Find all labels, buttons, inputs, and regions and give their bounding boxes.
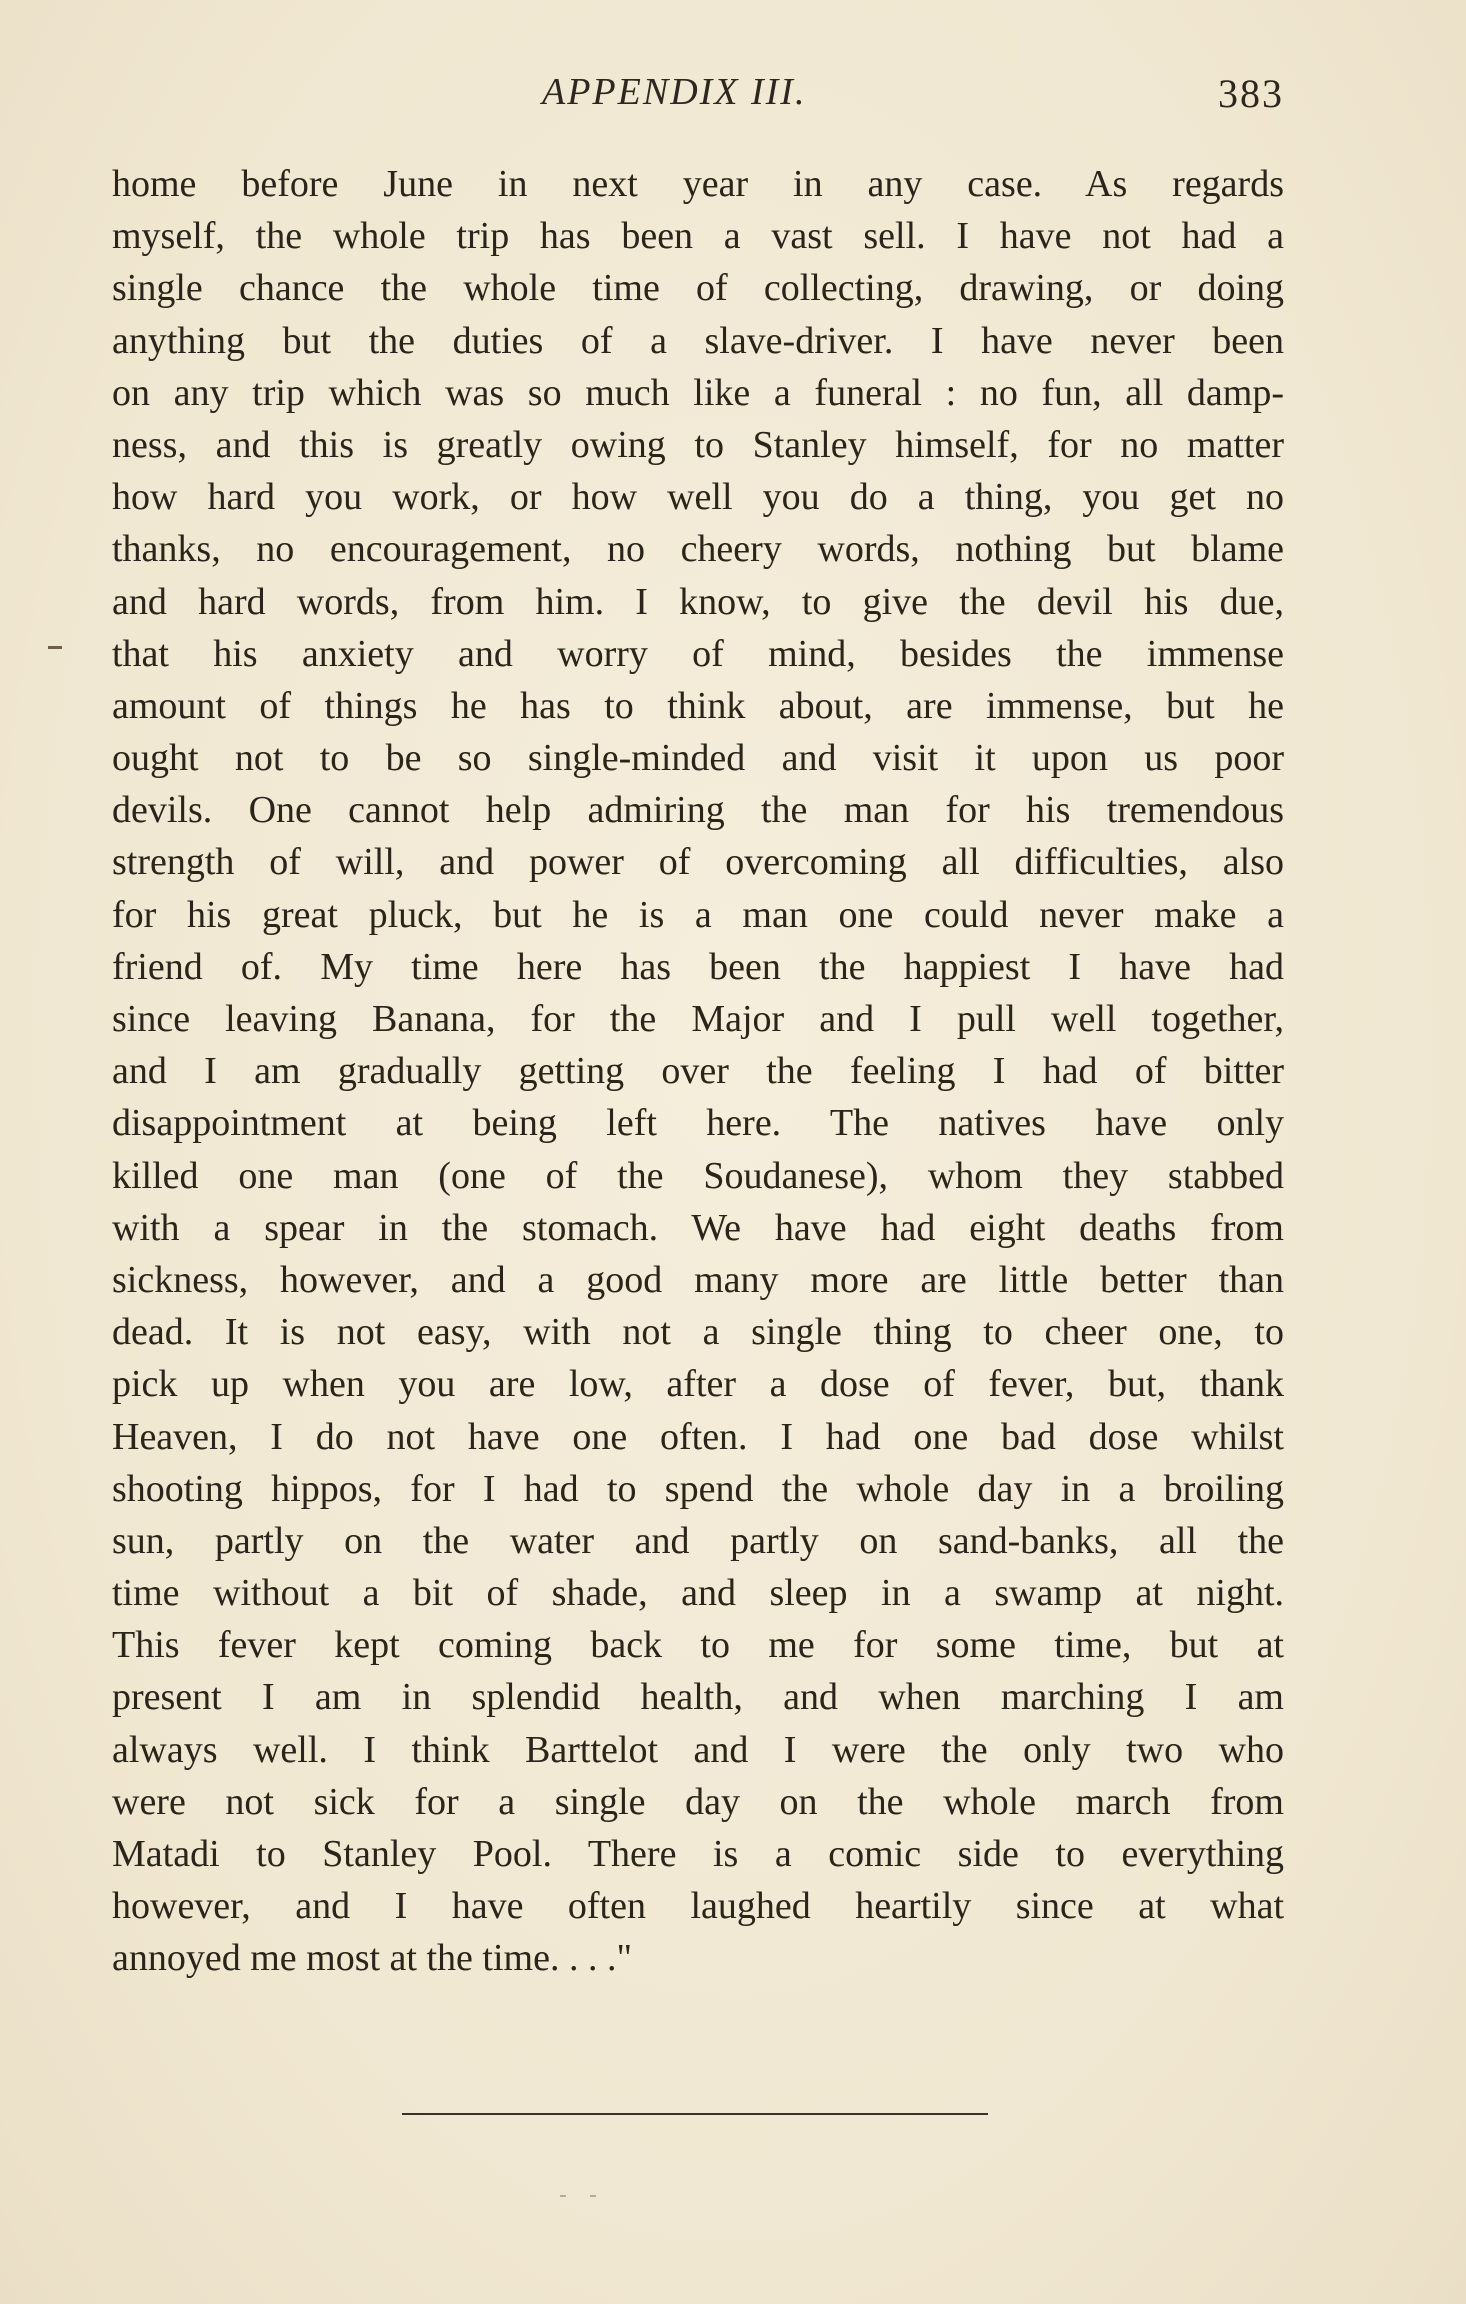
text-line: single chance the whole time of collecting, drawing, or doing	[112, 267, 1284, 310]
text-line: anything but the duties of a slave-driver. I have never been	[112, 319, 1284, 362]
text-line: time without a bit of shade, and sleep in a swamp at night.	[112, 1572, 1284, 1615]
text-line: disappointment at being left here. The natives have only	[112, 1102, 1284, 1145]
text-line: sun, partly on the water and partly on sand-banks, all the	[112, 1519, 1284, 1562]
margin-mark	[48, 646, 62, 649]
text-line: dead. It is not easy, with not a single thing to cheer one, to	[112, 1311, 1284, 1354]
text-line: thanks, no encouragement, no cheery words, nothing but blame	[112, 528, 1284, 571]
text-line: friend of. My time here has been the happiest I have had	[112, 945, 1284, 988]
text-line: pick up when you are low, after a dose of fever, but, thank	[112, 1363, 1284, 1406]
text-line: for his great pluck, but he is a man one could never make a	[112, 893, 1284, 936]
paper-specks	[560, 2195, 620, 2199]
text-line: and I am gradually getting over the feeling I had of bitter	[112, 1050, 1284, 1093]
text-line: ought not to be so single-minded and visit it upon us poor	[112, 737, 1284, 780]
text-line: strength of will, and power of overcoming all difficulties, also	[112, 841, 1284, 884]
text-line: present I am in splendid health, and when marching I am	[112, 1676, 1284, 1719]
body-text	[112, 158, 1284, 1985]
text-line: Heaven, I do not have one often. I had one bad dose whilst	[112, 1415, 1284, 1458]
text-line: always well. I think Barttelot and I were the only two who	[112, 1728, 1284, 1771]
running-head	[112, 70, 1284, 120]
text-line: with a spear in the stomach. We have had eight deaths from	[112, 1206, 1284, 1249]
text-line: on any trip which was so much like a funeral : no fun, all damp-	[112, 371, 1284, 414]
text-line-final: annoyed me most at the time. . . ."	[112, 1937, 632, 1980]
running-title: APPENDIX III.	[542, 71, 807, 113]
text-line: shooting hippos, for I had to spend the whole day in a broiling	[112, 1467, 1284, 1510]
text-line: however, and I have often laughed heartily since at what	[112, 1885, 1284, 1928]
text-line: amount of things he has to think about, are immense, but he	[112, 684, 1284, 727]
page-number: 383	[1218, 71, 1284, 116]
text-line: Matadi to Stanley Pool. There is a comic side to everything	[112, 1833, 1284, 1875]
text-line: how hard you work, or how well you do a thing, you get no	[112, 476, 1284, 519]
text-line: that his anxiety and worry of mind, besides the immense	[112, 632, 1284, 675]
text-line: devils. One cannot help admiring the man for his tremendous	[112, 789, 1284, 832]
text-line: and hard words, from him. I know, to give the devil his due,	[112, 580, 1284, 623]
text-line: were not sick for a single day on the whole march from	[112, 1780, 1284, 1823]
closing-rule	[402, 2113, 988, 2115]
text-line: This fever kept coming back to me for some time, but at	[112, 1624, 1284, 1667]
text-line: sickness, however, and a good many more are little better than	[112, 1258, 1284, 1301]
text-line: killed one man (one of the Soudanese), whom they stabbed	[112, 1154, 1284, 1197]
text-line: home before June in next year in any case. As regards	[112, 163, 1284, 205]
text-line: myself, the whole trip has been a vast sell. I have not had a	[112, 215, 1284, 258]
text-line: ness, and this is greatly owing to Stanley himself, for no matter	[112, 423, 1284, 466]
text-line: since leaving Banana, for the Major and I pull well together,	[112, 998, 1284, 1040]
